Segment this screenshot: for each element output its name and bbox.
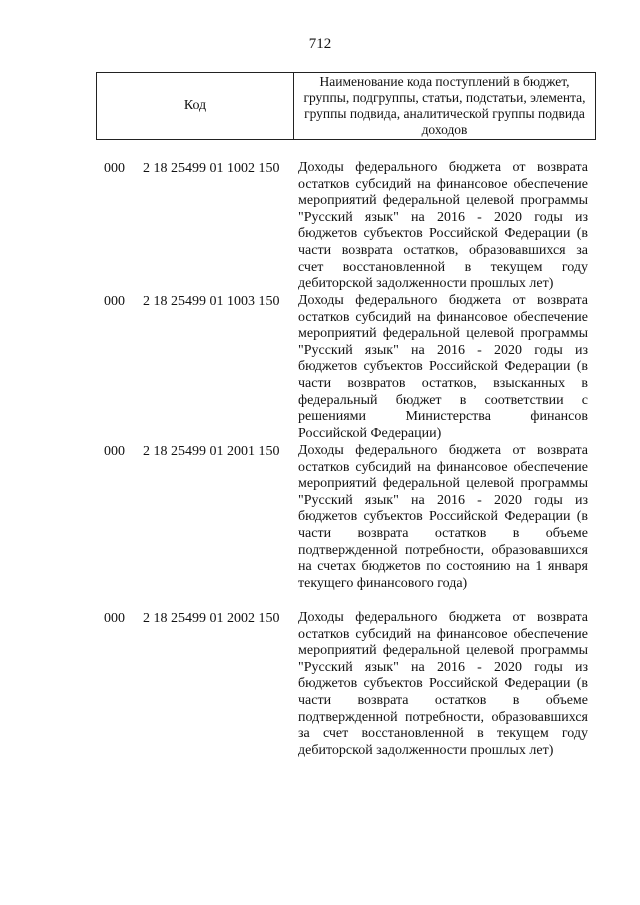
admin-code: 000 <box>104 444 125 459</box>
classifier-code: 2 18 25499 01 2001 150 <box>143 444 280 459</box>
code-description: Доходы федерального бюджета от возврата остатков субсидий на финансовое обеспечение мероприятий федеральной целевой программы "Русский язык" на 2016 - 2020 годы из бюджетов субъектов Российской Федерации (в части возврата остатков в объеме подтвержденной потребности, образовавшихся за счет восстановленной в текущем году дебиторской задолженности прошлых лет) <box>298 610 588 758</box>
admin-code: 000 <box>104 294 125 309</box>
header-name-label: Наименование кода поступлений в бюджет, группы, подгруппы, статьи, подстатьи, элемента, группы подвида, аналитической группы подвида доходов <box>303 74 586 137</box>
classifier-code: 2 18 25499 01 1002 150 <box>143 161 280 176</box>
table-header <box>96 72 596 140</box>
admin-code: 000 <box>104 611 125 626</box>
classifier-code: 2 18 25499 01 2002 150 <box>143 611 280 626</box>
code-description: Доходы федерального бюджета от возврата остатков субсидий на финансовое обеспечение мероприятий федеральной целевой программы "Русский язык" на 2016 - 2020 годы из бюджетов субъектов Российской Федерации (в части возвратов остатков, взысканных в федеральный бюджет в соответствии с решениями Министерства финансов Российской Федерации) <box>298 293 588 441</box>
header-code-label: Код <box>97 73 294 139</box>
page-number: 712 <box>308 36 332 52</box>
code-description: Доходы федерального бюджета от возврата остатков субсидий на финансовое обеспечение мероприятий федеральной целевой программы "Русский язык" на 2016 - 2020 годы из бюджетов субъектов Российской Федерации (в части возврата остатков, образовавшихся за счет восстановленной в текущем году дебиторской задолженности прошлых лет) <box>298 160 588 292</box>
admin-code: 000 <box>104 161 125 176</box>
code-description: Доходы федерального бюджета от возврата остатков субсидий на финансовое обеспечение мероприятий федеральной целевой программы "Русский язык" на 2016 - 2020 годы из бюджетов субъектов Российской Федерации (в части возврата остатков в объеме подтвержденной потребности, образовавшихся на счетах бюджетов по состоянию на 1 января текущего финансового года) <box>298 443 588 591</box>
classifier-code: 2 18 25499 01 1003 150 <box>143 294 280 309</box>
